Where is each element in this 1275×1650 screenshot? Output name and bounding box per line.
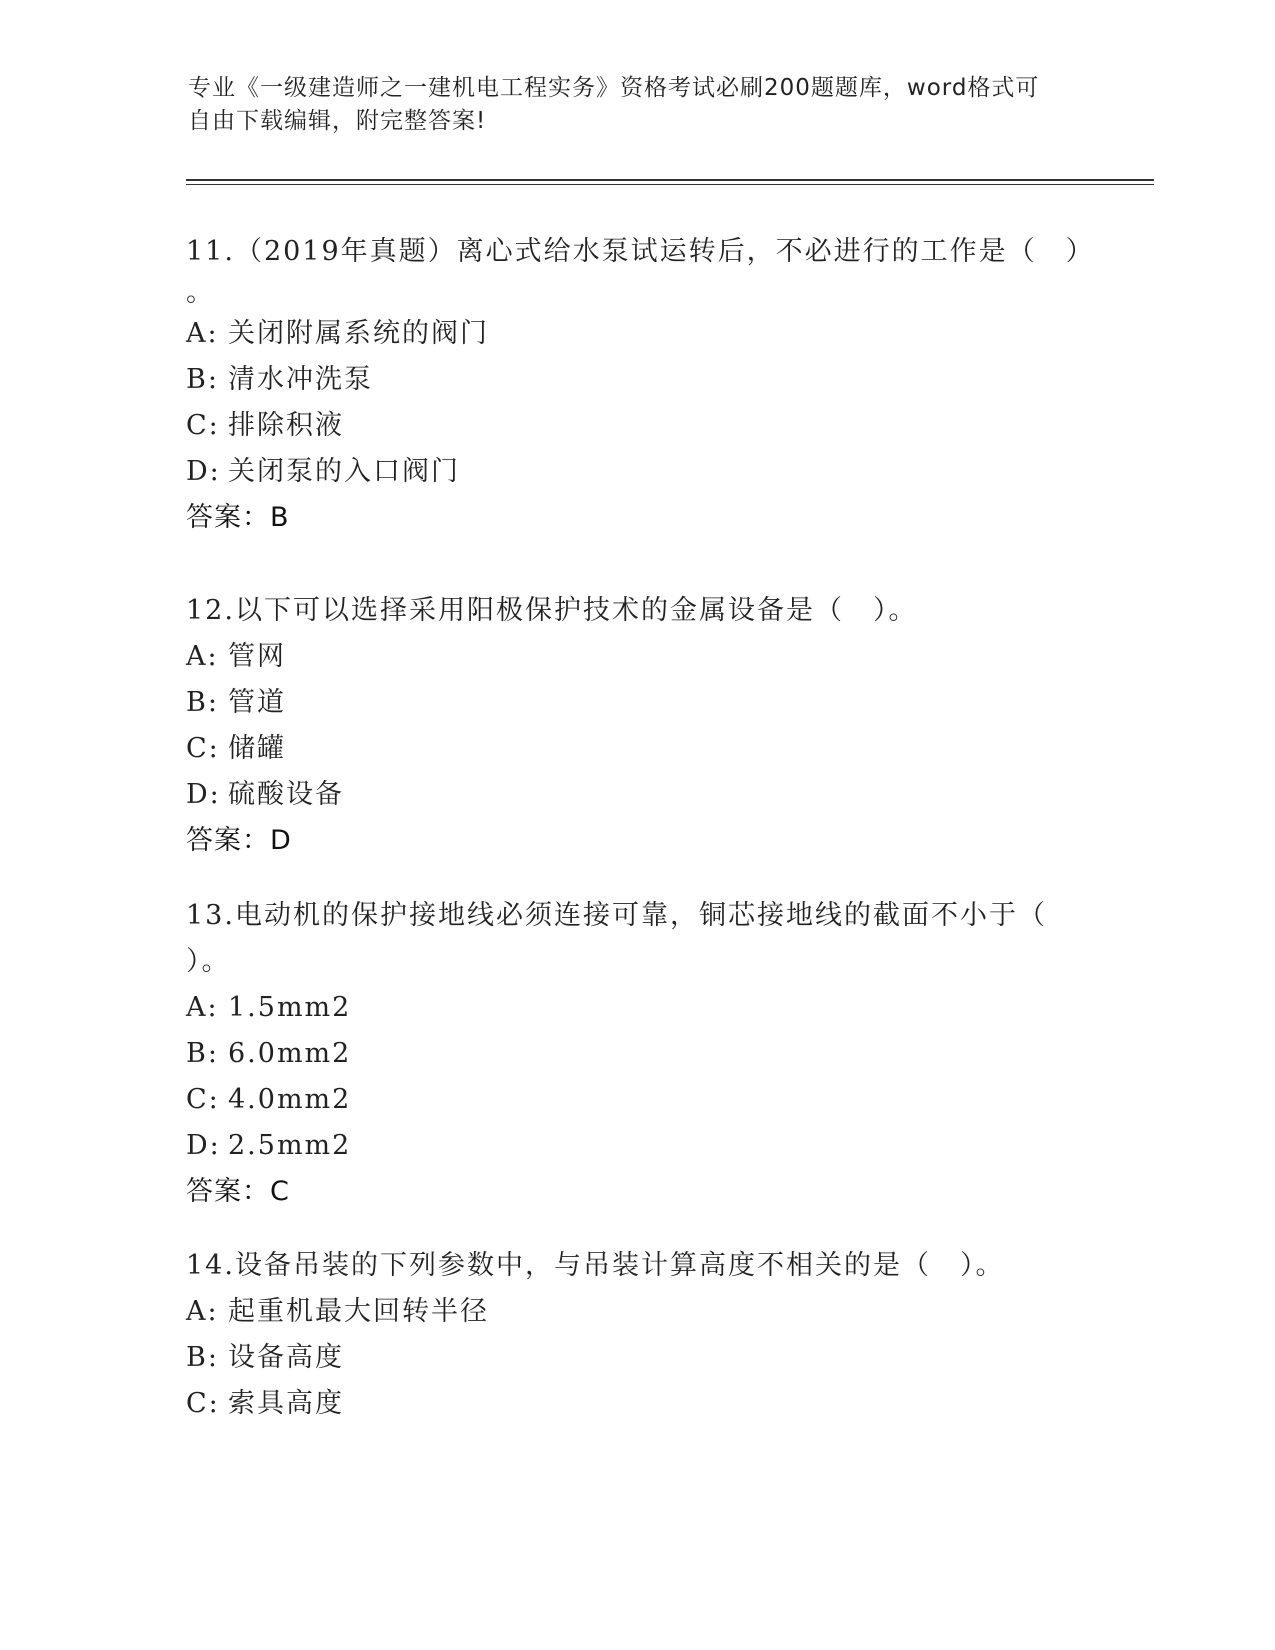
- option-b: [186, 1031, 1086, 1077]
- option-text: 硫酸设备: [228, 779, 344, 810]
- option-a: [186, 634, 1086, 680]
- question-14: [186, 1243, 1086, 1427]
- option-text: 2.5mm2: [228, 1130, 352, 1161]
- question-stem: [186, 588, 1086, 634]
- question-stem: [186, 1243, 1086, 1289]
- option-text: 起重机最大回转半径: [228, 1296, 489, 1327]
- option-d: [186, 1123, 1086, 1169]
- option-text: 清水冲洗泵: [228, 364, 373, 395]
- answer: 答案：B: [186, 502, 290, 533]
- option-b: [186, 680, 1086, 726]
- option-text: 6.0mm2: [228, 1038, 352, 1069]
- option-letter: B:: [186, 364, 219, 395]
- answer: 答案：D: [186, 825, 292, 856]
- option-letter: D:: [186, 1130, 221, 1161]
- option-text: 管道: [228, 687, 286, 718]
- option-text: 储罐: [228, 733, 286, 764]
- question-stem-line-2: 。: [186, 277, 215, 308]
- question-stem-line-2: ）。: [186, 946, 231, 977]
- option-letter: D:: [186, 779, 221, 810]
- option-d: [186, 449, 1086, 495]
- option-letter: A:: [186, 1296, 219, 1327]
- option-letter: C:: [186, 1084, 220, 1115]
- question-12: [186, 588, 1086, 864]
- document-header: [188, 72, 1068, 138]
- option-letter: B:: [186, 1038, 219, 1069]
- option-d: [186, 772, 1086, 818]
- question-stem: [186, 229, 1095, 311]
- option-text: 排除积液: [228, 410, 344, 441]
- option-text: 管网: [228, 641, 286, 672]
- option-letter: D:: [186, 456, 221, 487]
- question-stem-line-1: 13.电动机的保护接地线必须连接可靠，铜芯接地线的截面不小于（: [186, 900, 1047, 931]
- option-c: [186, 403, 1086, 449]
- option-text: 4.0mm2: [228, 1084, 352, 1115]
- option-b: [186, 1335, 1086, 1381]
- option-letter: A:: [186, 318, 219, 349]
- option-c: [186, 1077, 1086, 1123]
- option-c: [186, 726, 1086, 772]
- option-text: 索具高度: [228, 1388, 344, 1419]
- question-11: [186, 229, 1095, 541]
- option-letter: A:: [186, 641, 219, 672]
- question-stem-line-1: 14.设备吊装的下列参数中，与吊装计算高度不相关的是（ ）。: [186, 1250, 1005, 1281]
- option-b: [186, 357, 1086, 403]
- option-text: 关闭附属系统的阀门: [228, 318, 489, 349]
- answer: 答案：C: [186, 1176, 290, 1207]
- option-text: 1.5mm2: [228, 992, 352, 1023]
- header-divider-thick: [186, 179, 1154, 181]
- option-letter: A:: [186, 992, 219, 1023]
- option-letter: B:: [186, 687, 219, 718]
- option-letter: B:: [186, 1342, 219, 1373]
- option-text: 关闭泵的入口阀门: [228, 456, 460, 487]
- option-a: [186, 311, 1086, 357]
- question-stem: [186, 893, 1086, 985]
- header-line-2: 自由下载编辑，附完整答案!: [188, 108, 487, 134]
- option-a: [186, 1289, 1086, 1335]
- option-text: 设备高度: [228, 1342, 344, 1373]
- option-letter: C:: [186, 1388, 220, 1419]
- question-stem-line-1: 12.以下可以选择采用阳极保护技术的金属设备是（ ）。: [186, 595, 918, 626]
- option-letter: C:: [186, 733, 220, 764]
- header-line-1: 专业《一级建造师之一建机电工程实务》资格考试必刷200题题库，word格式可: [188, 75, 1040, 101]
- option-a: [186, 985, 1086, 1031]
- option-letter: C:: [186, 410, 220, 441]
- question-13: [186, 893, 1086, 1215]
- question-stem-line-1: 11.（2019年真题）离心式给水泵试运转后，不必进行的工作是（ ）: [186, 236, 1095, 267]
- option-c: [186, 1381, 1086, 1427]
- header-divider-thin: [186, 184, 1154, 185]
